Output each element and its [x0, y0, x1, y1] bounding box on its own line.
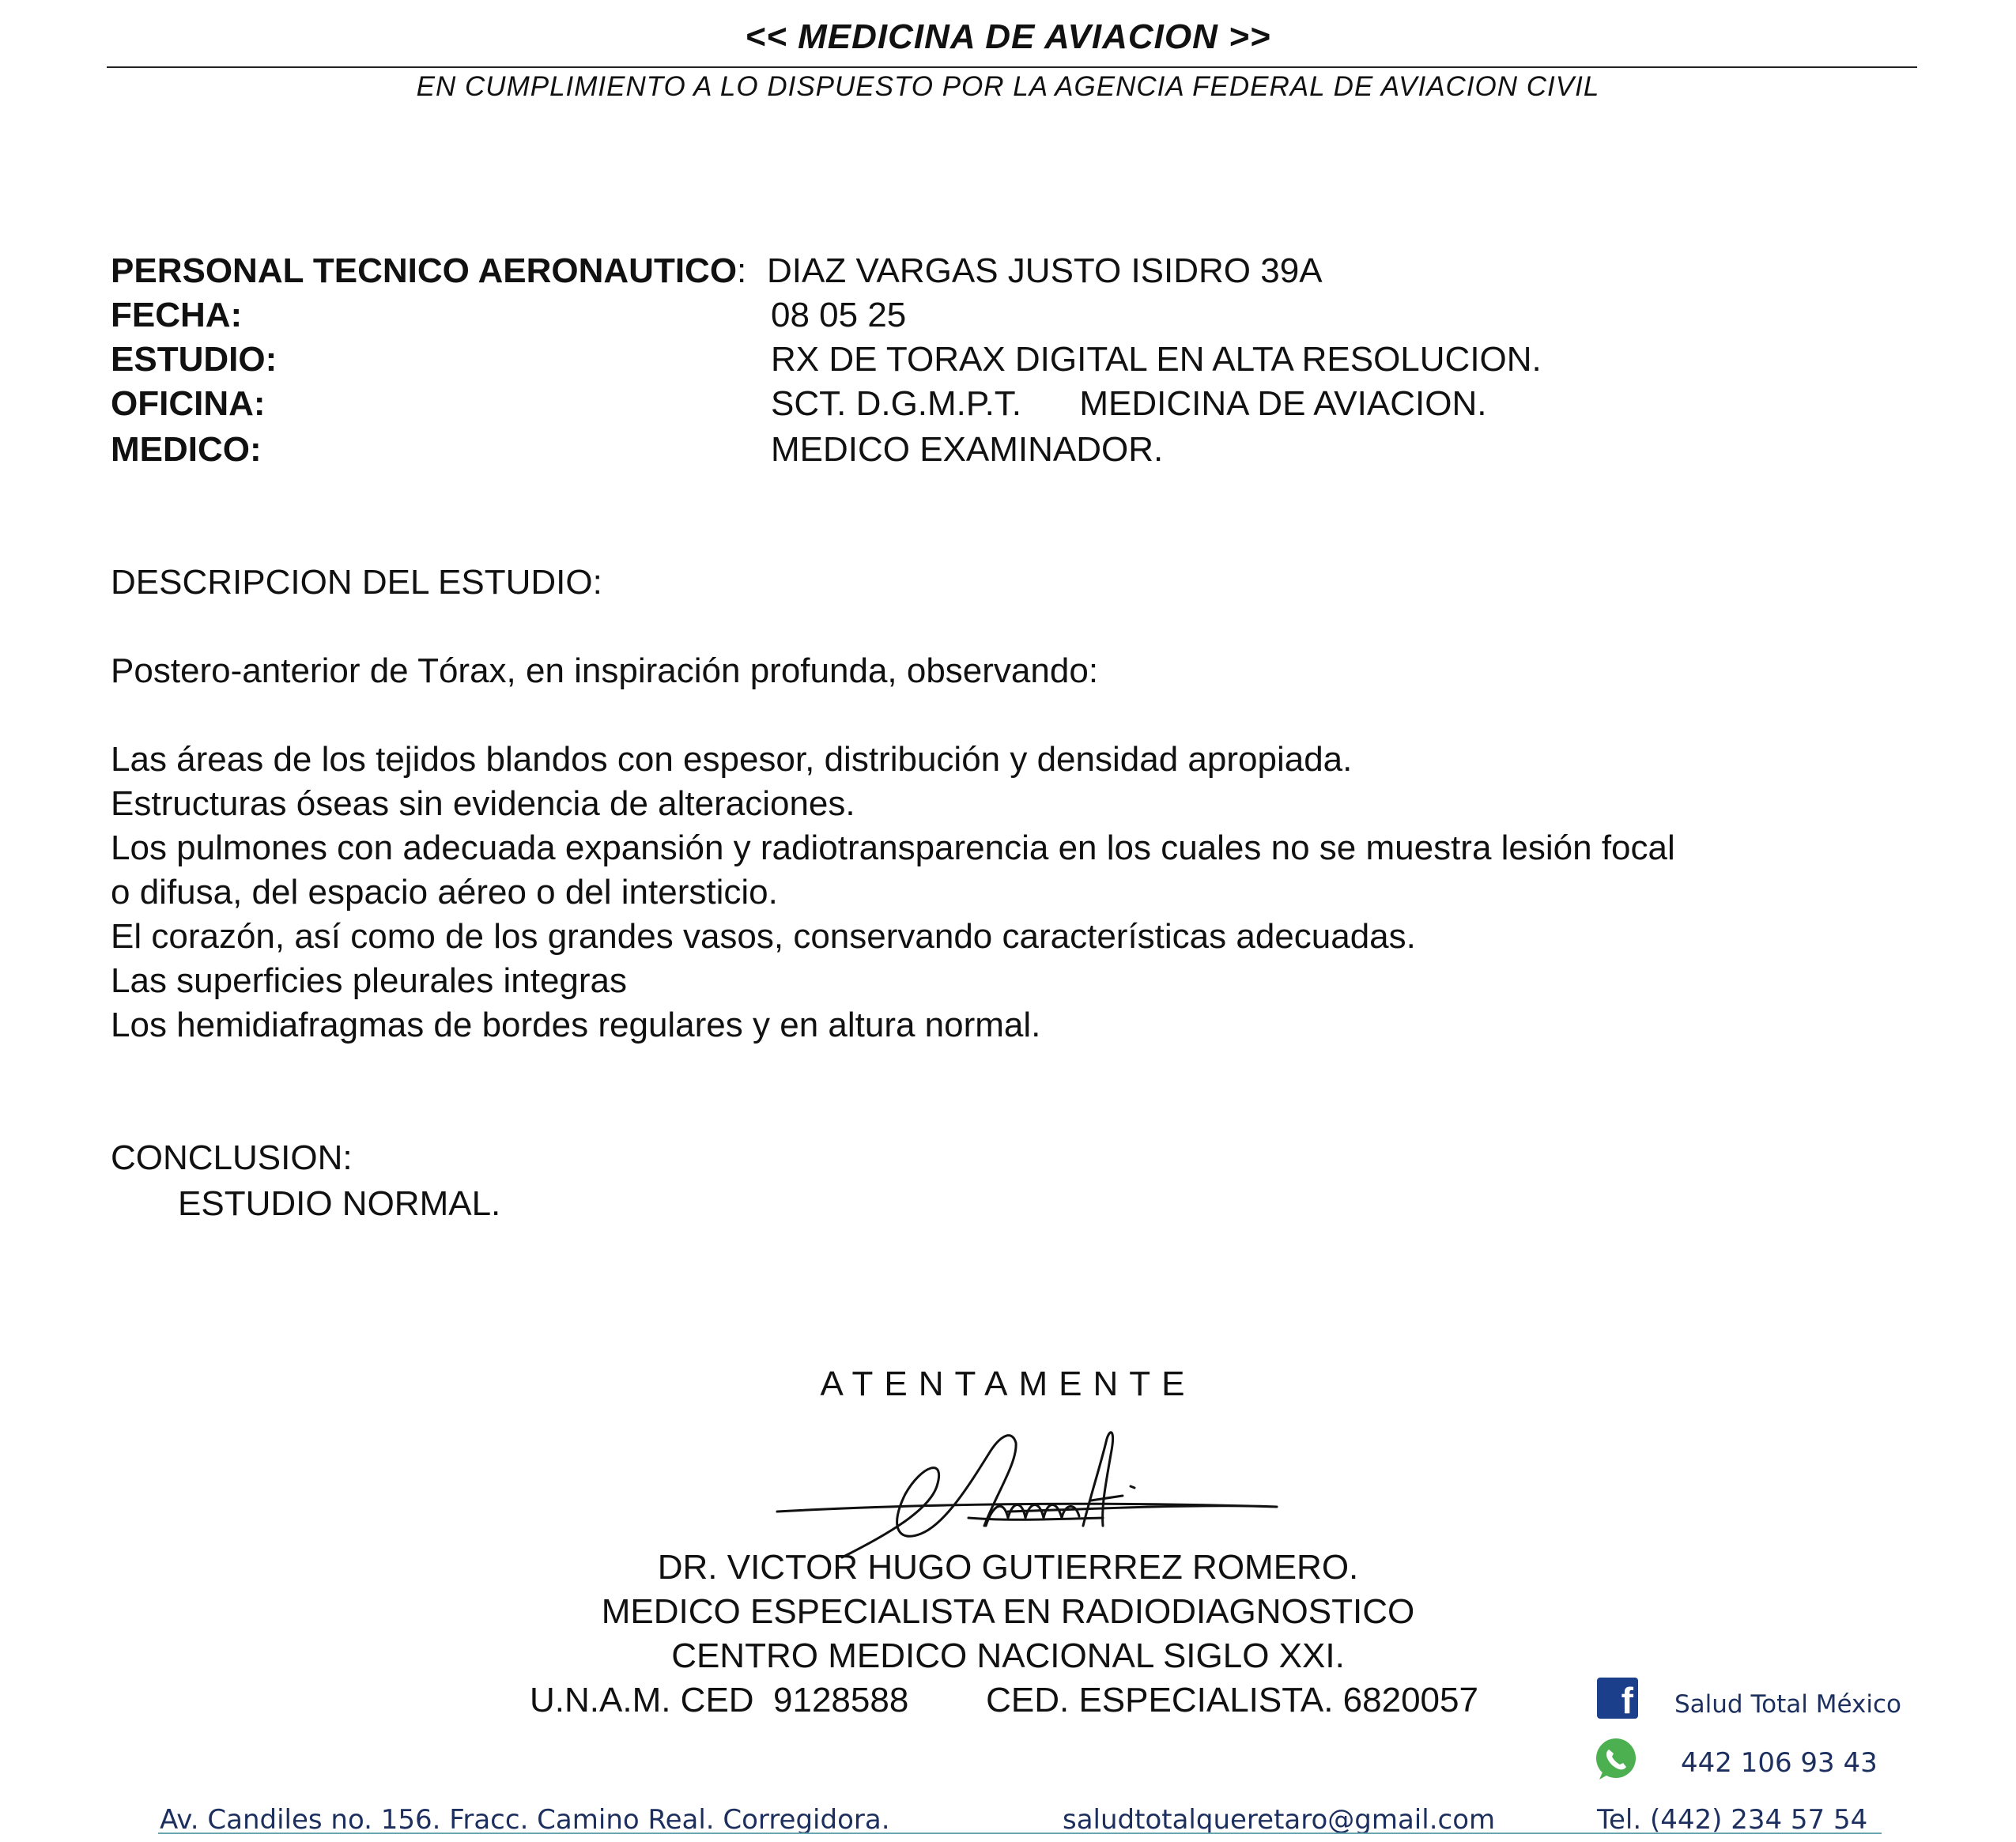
- header-rule: [107, 66, 1917, 68]
- field-value-personal: DIAZ VARGAS JUSTO ISIDRO 39A: [767, 251, 1323, 290]
- footer-phone: Tel. (442) 234 57 54: [1597, 1804, 1868, 1836]
- signer-institution: CENTRO MEDICO NACIONAL SIGLO XXI.: [671, 1636, 1345, 1675]
- conclusion-heading: CONCLUSION:: [111, 1138, 353, 1177]
- document-subtitle: EN CUMPLIMIENTO A LO DISPUESTO POR LA AGENCIA FEDERAL DE AVIACION CIVIL: [416, 71, 1600, 102]
- description-intro: Postero-anterior de Tórax, en inspiración profunda, observando:: [111, 651, 1099, 690]
- handwritten-signature: [771, 1407, 1293, 1565]
- facebook-icon: f: [1597, 1678, 1638, 1719]
- footer-address: Av. Candiles no. 156. Fracc. Camino Real. Corregidora.: [160, 1804, 890, 1836]
- description-line: Los pulmones con adecuada expansión y radiotransparencia en los cuales no se muestra lesión focal: [111, 829, 1675, 867]
- whatsapp-number: 442 106 93 43: [1681, 1747, 1878, 1779]
- document-title: << MEDICINA DE AVIACION >>: [745, 17, 1271, 56]
- footer-email: saludtotalqueretaro@gmail.com: [1063, 1804, 1496, 1836]
- field-label-fecha: FECHA:: [111, 296, 243, 334]
- description-line: Las áreas de los tejidos blandos con espesor, distribución y densidad apropiada.: [111, 740, 1353, 779]
- field-value-medico: MEDICO EXAMINADOR.: [771, 430, 1164, 469]
- description-heading: DESCRIPCION DEL ESTUDIO:: [111, 563, 602, 602]
- description-line: Los hemidiafragmas de bordes regulares y en altura normal.: [111, 1006, 1041, 1044]
- field-label-estudio: ESTUDIO:: [111, 340, 277, 379]
- signer-name: DR. VICTOR HUGO GUTIERREZ ROMERO.: [657, 1548, 1359, 1587]
- description-line: Las superficies pleurales integras: [111, 961, 628, 1000]
- description-line: o difusa, del espacio aéreo o del intersticio.: [111, 873, 778, 912]
- field-value-estudio: RX DE TORAX DIGITAL EN ALTA RESOLUCION.: [771, 340, 1542, 379]
- whatsapp-icon: [1593, 1737, 1639, 1783]
- field-label-medico: MEDICO:: [111, 430, 262, 469]
- field-label-oficina: OFICINA:: [111, 384, 266, 423]
- description-line: El corazón, así como de los grandes vasos, conservando características adecuadas.: [111, 917, 1416, 956]
- description-line: Estructuras óseas sin evidencia de alteraciones.: [111, 784, 855, 823]
- facebook-page-name: Salud Total México: [1674, 1690, 1901, 1719]
- signer-title: MEDICO ESPECIALISTA EN RADIODIAGNOSTICO: [601, 1592, 1415, 1631]
- signer-cedulas: U.N.A.M. CED 9128588 CED. ESPECIALISTA. 6820057: [530, 1681, 1478, 1719]
- closing-text: ATENTAMENTE: [820, 1365, 1196, 1403]
- footer-rule: [158, 1833, 1882, 1834]
- field-label-personal: PERSONAL TECNICO AERONAUTICO:: [111, 251, 747, 290]
- field-value-oficina: SCT. D.G.M.P.T. MEDICINA DE AVIACION.: [771, 384, 1487, 423]
- field-value-fecha: 08 05 25: [771, 296, 907, 334]
- conclusion-text: ESTUDIO NORMAL.: [178, 1184, 501, 1223]
